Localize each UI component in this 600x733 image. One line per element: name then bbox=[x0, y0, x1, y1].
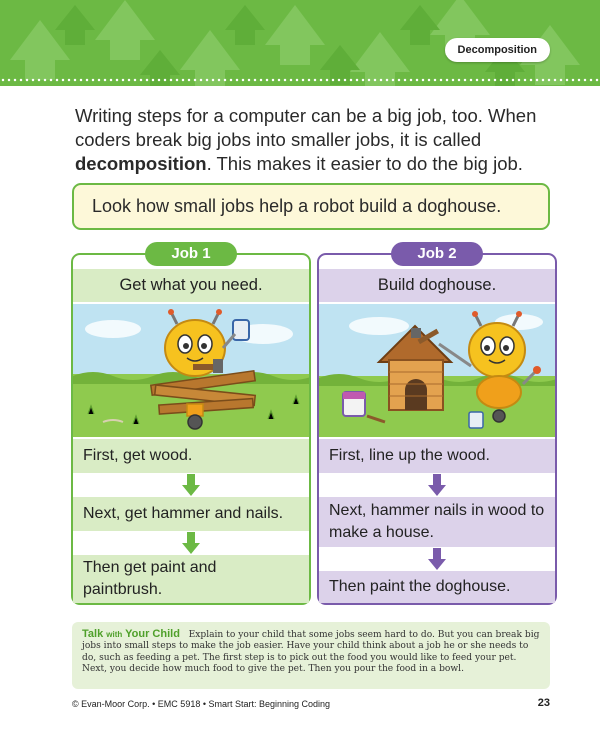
job-2-step-2: Next, hammer nails in wood to make a house. bbox=[319, 497, 555, 547]
job-1-step-1: First, get wood. bbox=[73, 439, 309, 473]
page-number: 23 bbox=[537, 697, 550, 709]
talk-heading-word-3: Your Child bbox=[125, 628, 180, 640]
footer-credit: © Evan-Moor Corp. • EMC 5918 • Smart Start: Beginning Coding bbox=[72, 699, 331, 709]
intro-keyword: decomposition bbox=[75, 153, 207, 174]
down-arrow-icon bbox=[428, 474, 446, 496]
job-2-tab: Job 2 bbox=[391, 242, 483, 266]
down-arrow-icon bbox=[428, 548, 446, 570]
intro-text: Writing steps for a computer can be a big job, too. When coders break big jobs into smaller jobs, it is called bbox=[75, 105, 537, 150]
topic-badge: Decomposition bbox=[445, 38, 550, 62]
job-1-step-3: Then get paint and paintbrush. bbox=[73, 555, 309, 603]
job-1-tab: Job 1 bbox=[145, 242, 237, 266]
job-2-step-3: Then paint the doghouse. bbox=[319, 571, 555, 603]
down-arrow-icon bbox=[182, 532, 200, 554]
job-1-step-2: Next, get hammer and nails. bbox=[73, 497, 309, 531]
callout-box: Look how small jobs help a robot build a doghouse. bbox=[72, 183, 550, 230]
robot-building-doghouse-illustration bbox=[319, 304, 555, 437]
intro-paragraph bbox=[75, 104, 545, 176]
talk-with-your-child-box bbox=[72, 622, 550, 689]
job-1-title: Get what you need. bbox=[73, 269, 309, 302]
header-banner bbox=[0, 0, 600, 86]
talk-heading-word-2: with bbox=[106, 630, 123, 639]
talk-heading bbox=[82, 628, 180, 640]
talk-body: Explain to your child that some jobs seem hard to do. But you can break big jobs into small steps to make the job easier. Have your child think about a job he or she needs to do, such as feeding a pet. The first step is to pick out the food you would like to feed your pet. Next, you decide how much food to give the pet. Then you pour the food in a bowl. bbox=[82, 630, 540, 674]
job-2-title: Build doghouse. bbox=[319, 269, 555, 302]
job-1-panel bbox=[71, 245, 311, 605]
robot-carrying-wood-illustration bbox=[73, 304, 309, 437]
intro-text-end: . This makes it easier to do the big job. bbox=[206, 153, 523, 174]
dotted-border bbox=[0, 78, 600, 82]
talk-heading-word-1: Talk bbox=[82, 628, 104, 640]
job-2-panel bbox=[317, 245, 557, 605]
job-2-step-1: First, line up the wood. bbox=[319, 439, 555, 473]
down-arrow-icon bbox=[182, 474, 200, 496]
